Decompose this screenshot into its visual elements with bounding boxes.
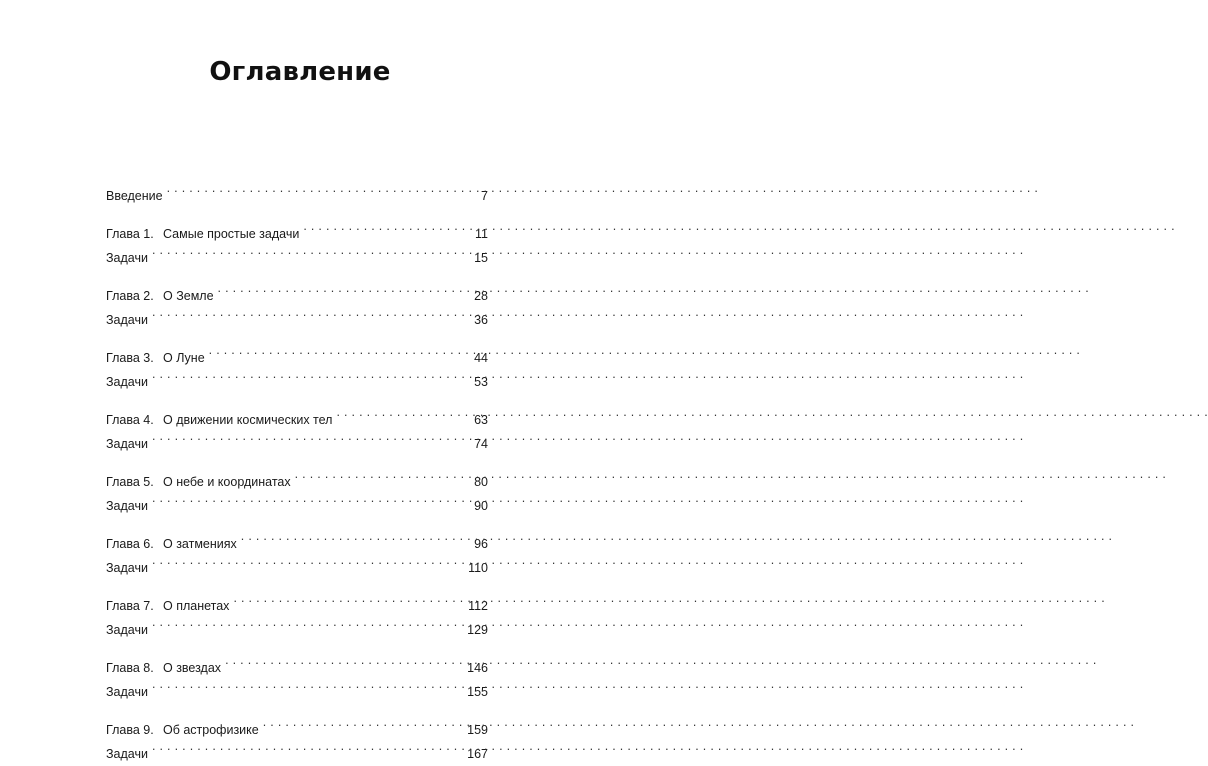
toc-page-number: 90 [474,499,488,513]
tasks-label: Задачи [106,499,148,513]
toc-entry-tasks-1[interactable] [106,238,488,265]
dot-leader [263,710,463,734]
dot-leader [152,734,463,758]
dot-leader [209,338,470,362]
toc-page-number: 159 [467,723,488,737]
toc-page-number: 110 [468,561,488,575]
toc-page-number: 28 [474,289,488,303]
page-title: Оглавление [209,57,391,87]
dot-leader [218,276,471,300]
toc-entry-tasks-2[interactable] [106,300,488,327]
dot-leader [152,300,470,324]
chapter-title: О движении космических тел [163,413,333,427]
tasks-label: Задачи [106,747,148,761]
tasks-label: Задачи [106,561,148,575]
toc-entry-chapter-7[interactable] [106,586,488,613]
dot-leader [152,362,470,386]
toc-entry-tasks-8[interactable] [106,672,488,699]
tasks-label: Задачи [106,685,148,699]
tasks-label: Задачи [106,251,148,265]
tasks-label: Задачи [106,375,148,389]
toc-page-number: 80 [474,475,488,489]
toc-entry-tasks-7[interactable] [106,610,488,637]
chapter-title: О планетах [163,599,230,613]
toc-entry-chapter-6[interactable] [106,524,488,551]
chapter-title: О Земле [163,289,214,303]
chapter-title: О затмениях [163,537,237,551]
chapter-number: Глава 7. [106,599,154,613]
dot-leader [152,238,470,262]
toc-entry-chapter-4[interactable] [106,400,488,427]
chapter-number: Глава 2. [106,289,154,303]
tasks-label: Задачи [106,623,148,637]
toc-entry-chapter-5[interactable] [106,462,488,489]
toc-page-number: 36 [474,313,488,327]
toc-entry-chapter-2[interactable] [106,276,488,303]
dot-leader [225,648,463,672]
toc-entry-chapter-1[interactable] [106,214,488,241]
chapter-number: Глава 8. [106,661,154,675]
toc-entry-chapter-8[interactable] [106,648,488,675]
dot-leader [152,548,464,572]
toc-entry-tasks-4[interactable] [106,424,488,451]
toc-entry-tasks-6[interactable] [106,548,488,575]
dot-leader [336,400,470,424]
toc-entry-chapter-3[interactable] [106,338,488,365]
chapter-number: Глава 9. [106,723,154,737]
dot-leader [167,176,477,200]
toc-entry-tasks-5[interactable] [106,486,488,513]
toc-page-number: 112 [468,599,488,613]
tasks-label: Задачи [106,437,148,451]
chapter-title: О Луне [163,351,205,365]
toc-page-number: 44 [474,351,488,365]
toc-page-number: 155 [467,685,488,699]
table-of-contents [106,176,488,761]
toc-entry-label: Введение [106,189,163,203]
toc-entry-intro[interactable] [106,176,488,203]
dot-leader [303,214,471,238]
chapter-title: О звездах [163,661,222,675]
toc-entry-tasks-9[interactable] [106,734,488,761]
toc-page-number: 129 [467,623,488,637]
chapter-number: Глава 1. [106,227,154,241]
toc-page-number: 167 [467,747,488,761]
toc-page-number: 53 [474,375,488,389]
dot-leader [241,524,470,548]
toc-entry-chapter-9[interactable] [106,710,488,737]
toc-page-number: 7 [481,189,488,203]
chapter-title: Об астрофизике [163,723,259,737]
toc-page-number: 96 [474,537,488,551]
chapter-number: Глава 3. [106,351,154,365]
dot-leader [295,462,470,486]
dot-leader [152,486,470,510]
chapter-number: Глава 6. [106,537,154,551]
dot-leader [152,672,463,696]
toc-page-number: 15 [474,251,488,265]
chapter-list [106,214,488,761]
toc-page-number: 146 [467,661,488,675]
tasks-label: Задачи [106,313,148,327]
toc-page-number: 74 [474,437,488,451]
dot-leader [152,424,470,448]
toc-page-number: 63 [474,413,488,427]
chapter-number: Глава 4. [106,413,154,427]
chapter-number: Глава 5. [106,475,154,489]
dot-leader [152,610,463,634]
toc-page-number: 11 [475,227,488,241]
chapter-title: Самые простые задачи [163,227,300,241]
dot-leader [233,586,464,610]
chapter-title: О небе и координатах [163,475,291,489]
toc-entry-tasks-3[interactable] [106,362,488,389]
